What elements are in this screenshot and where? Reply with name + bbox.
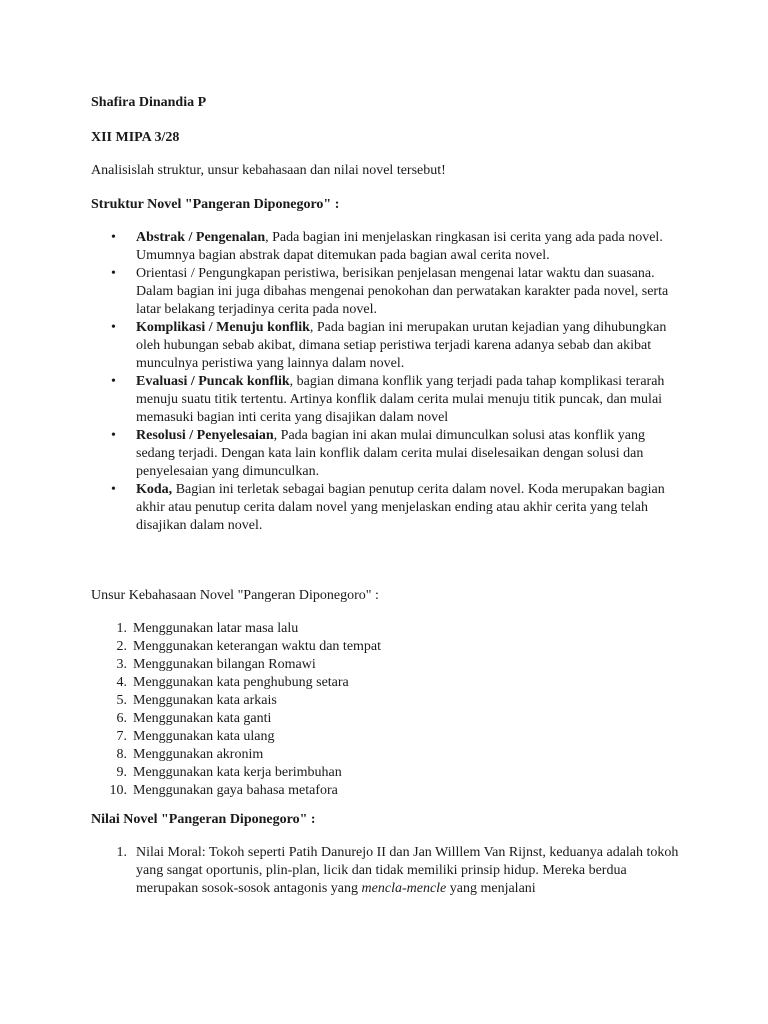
nilai-list (91, 844, 681, 898)
list-item: • Evaluasi / Puncak konflik, bagian dimana konflik yang terjadi pada tahap komplikasi terarah menuju suatu titik tertentu. Artinya konflik dalam cerita mulai menuju titik puncak, dan mulai memasuki bagian inti cerita yang disajikan dalam novel (111, 374, 665, 425)
struktur-list (91, 229, 681, 535)
list-item: 2. Menggunakan keterangan waktu dan tempat (116, 639, 382, 654)
author-name: Shafira Dinandia P (91, 95, 207, 110)
list-item: 8. Menggunakan akronim (116, 747, 264, 762)
list-item: 5. Menggunakan kata arkais (116, 693, 277, 708)
list-item: 3. Menggunakan bilangan Romawi (116, 657, 316, 672)
bullet-icon: • (111, 482, 116, 497)
nilai-heading: Nilai Novel "Pangeran Diponegoro" : (91, 812, 316, 827)
list-item: • Abstrak / Pengenalan, Pada bagian ini menjelaskan ringkasan isi cerita yang ada pada novel. Umumnya bagian abstrak dapat ditemukan pada bagian awal cerita novel. (111, 230, 663, 263)
unsur-list (91, 620, 681, 800)
list-item: • Orientasi / Pengungkapan peristiwa, berisikan penjelasan mengenai latar waktu dan suasana. Dalam bagian ini juga dibahas mengenai penokohan dan perwatakan karakter pada novel, serta latar belakang terjadinya cerita pada novel. (111, 266, 669, 317)
list-item: • Resolusi / Penyelesaian, Pada bagian ini akan mulai dimunculkan solusi atas konflik yang sedang terjadi. Dengan kata lain konflik dalam cerita mulai diselesaikan dengan solusi dan penyelesaian yang dimunculkan. (111, 428, 645, 479)
class-label: XII MIPA 3/28 (91, 130, 180, 145)
struktur-heading: Struktur Novel "Pangeran Diponegoro" : (91, 197, 340, 212)
list-item: • Komplikasi / Menuju konflik, Pada bagian ini merupakan urutan kejadian yang dihubungkan oleh hubungan sebab akibat, dimana setiap peristiwa terjadi karena adanya sebab dan akibat munculnya peristiwa yang lainnya dalam novel. (111, 320, 667, 371)
bullet-icon: • (111, 320, 116, 335)
list-item: 10. Menggunakan gaya bahasa metafora (109, 783, 338, 798)
list-item: 6. Menggunakan kata ganti (116, 711, 272, 726)
list-item: 4. Menggunakan kata penghubung setara (116, 675, 349, 690)
list-item: 9. Menggunakan kata kerja berimbuhan (116, 765, 342, 780)
list-item: 1. Menggunakan latar masa lalu (116, 621, 299, 636)
list-item: 1. Nilai Moral: Tokoh seperti Patih Danurejo II dan Jan Willlem Van Rijnst, keduanya adalah tokoh yang sangat oportunis, plin-plan, licik dan tidak memiliki prinsip hidup. Mereka berdua merupakan sosok-sosok antagonis yang mencla-mencle yang menjalani (116, 845, 679, 896)
bullet-icon: • (111, 266, 116, 281)
bullet-icon: • (111, 230, 116, 245)
instruction-text: Analisislah struktur, unsur kebahasaan dan nilai novel tersebut! (91, 163, 446, 178)
list-item: 7. Menggunakan kata ulang (116, 729, 275, 744)
bullet-icon: • (111, 374, 116, 389)
list-item: • Koda, Bagian ini terletak sebagai bagian penutup cerita dalam novel. Koda merupakan bagian akhir atau penutup cerita dalam novel yang menjelaskan ending atau akhir cerita yang telah disajikan dalam novel. (111, 482, 665, 533)
unsur-heading: Unsur Kebahasaan Novel "Pangeran Diponegoro" : (91, 588, 379, 603)
bullet-icon: • (111, 428, 116, 443)
